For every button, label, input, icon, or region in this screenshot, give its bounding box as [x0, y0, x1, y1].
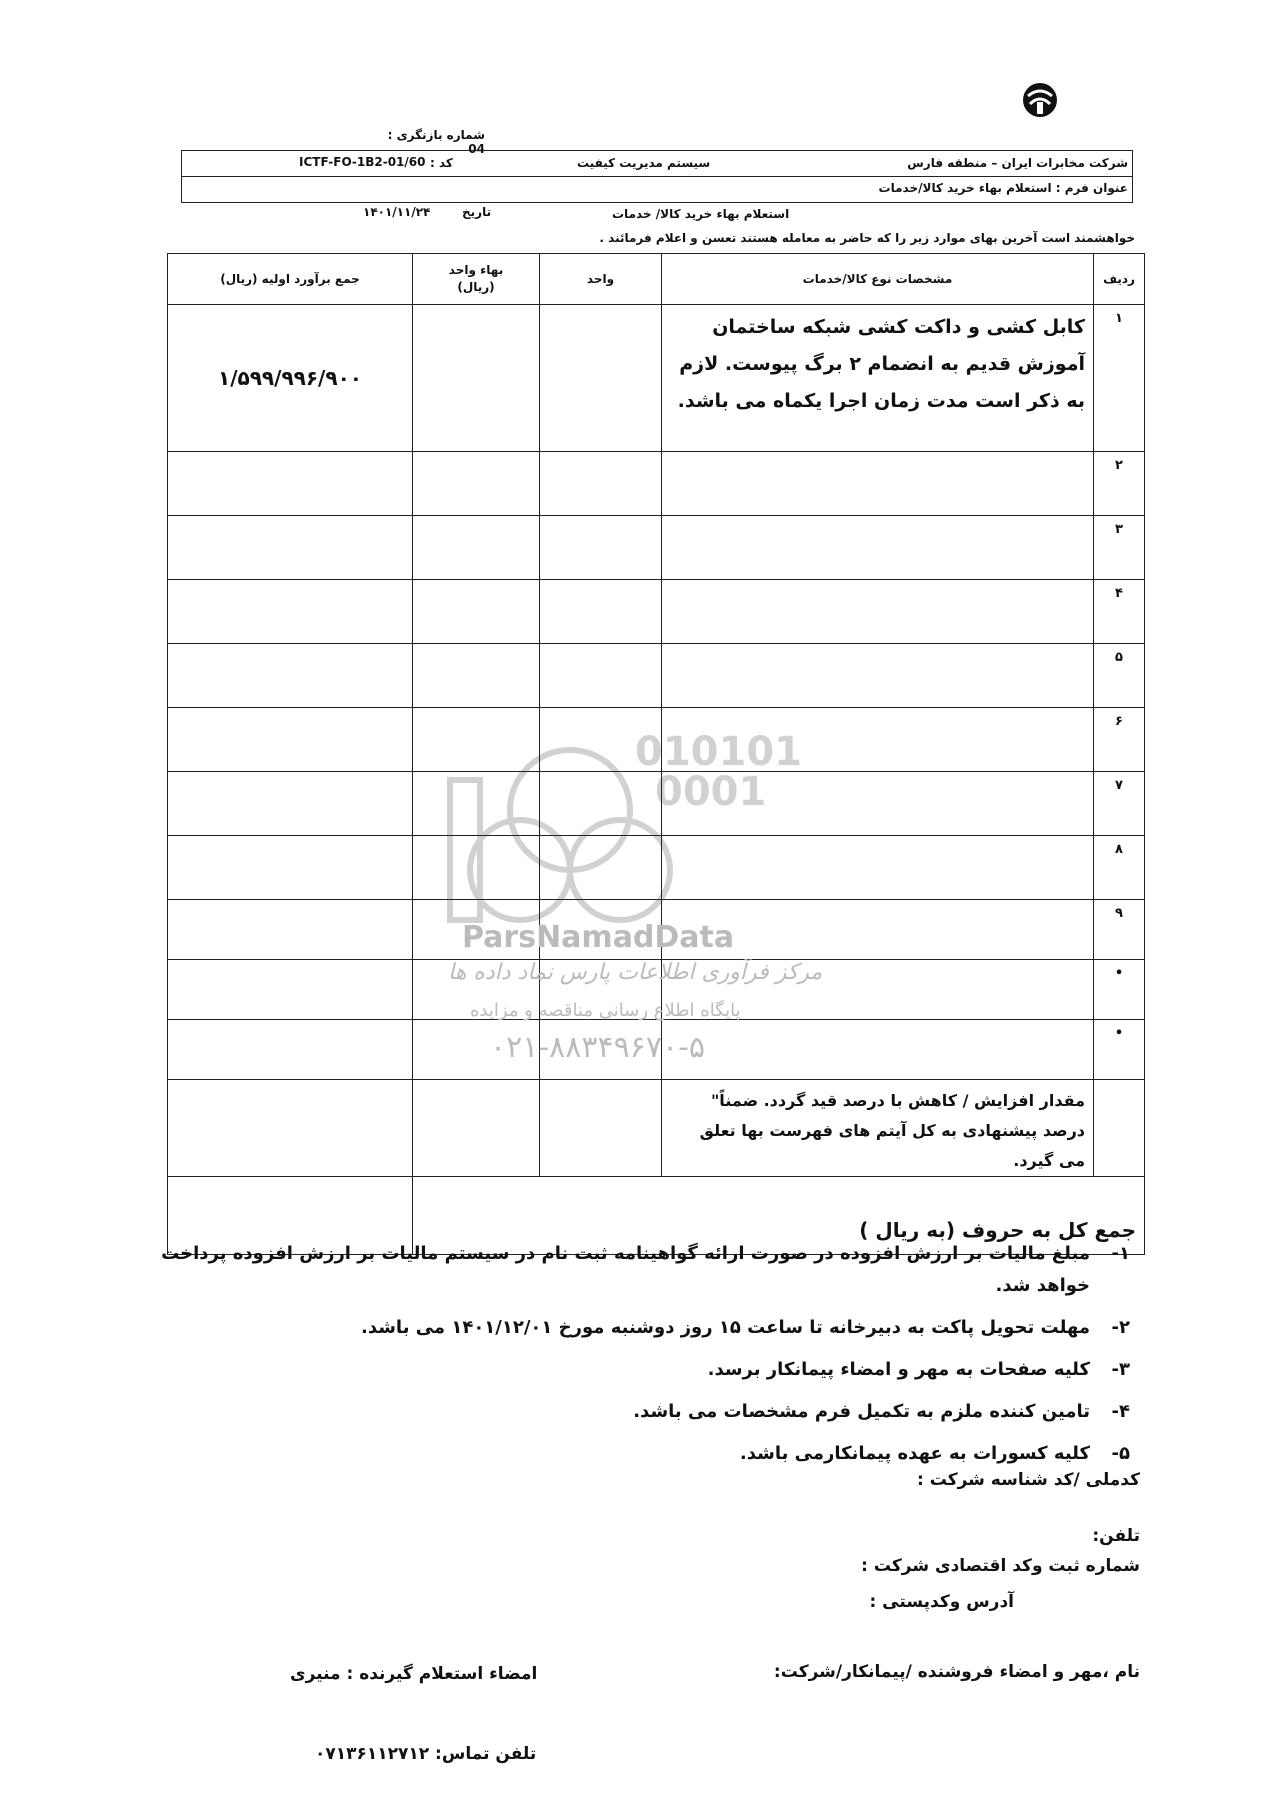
row-number: ۵	[1094, 644, 1145, 708]
row-number: ۱	[1094, 305, 1145, 452]
row-number: •	[1094, 1020, 1145, 1080]
date-label: تاریخ	[462, 205, 492, 219]
row-unit-price	[413, 516, 540, 580]
note-item	[150, 1238, 1130, 1302]
note-number: ۳-	[1111, 1359, 1130, 1380]
row-total	[168, 900, 413, 960]
svg-text:010101: 010101	[635, 729, 802, 775]
row-unit	[540, 516, 662, 580]
note-item	[150, 1354, 1130, 1386]
table-row	[168, 516, 1145, 580]
svg-text:0001: 0001	[655, 769, 767, 815]
table-row	[168, 305, 1145, 452]
row-number: •	[1094, 960, 1145, 1020]
row-total	[168, 516, 413, 580]
address-field: آدرس وکدپستی :	[869, 1592, 1014, 1612]
company-logo	[1020, 80, 1060, 120]
company-name: شرکت مخابرات ایران – منطقه فارس	[907, 156, 1128, 170]
col-unitprice-header: بهاء واحد (ریال)	[413, 254, 540, 305]
note-text: کلیه کسورات به عهده پیمانکارمی باشد.	[739, 1443, 1090, 1464]
form-code: ICTF-FO-1B2-01/60	[299, 155, 426, 169]
table-row	[168, 644, 1145, 708]
contact-phone: تلفن تماس: ۰۷۱۳۶۱۱۲۷۱۲	[315, 1744, 537, 1764]
note-text: تامین کننده ملزم به تکمیل فرم مشخصات می باشد.	[633, 1401, 1090, 1422]
date-value: ۱۴۰۱/۱۱/۲۴	[363, 205, 431, 219]
row-number: ۴	[1094, 580, 1145, 644]
system-name: سیستم مدیریت کیفیت	[577, 156, 711, 170]
watermark-phone: ۰۲۱-۸۸۳۴۹۶۷۰-۵	[490, 1030, 706, 1065]
row-total	[168, 1080, 413, 1177]
note-item	[150, 1396, 1130, 1428]
row-unit-price	[413, 305, 540, 452]
row-unit-price	[413, 644, 540, 708]
col-row-header: ردیف	[1094, 254, 1145, 305]
row-total	[168, 452, 413, 516]
row-total: ۱/۵۹۹/۹۹۶/۹۰۰	[168, 305, 413, 452]
row-total	[168, 708, 413, 772]
col-total-header: جمع برآورد اولیه (ریال)	[168, 254, 413, 305]
row-total	[168, 772, 413, 836]
row-number: ۹	[1094, 900, 1145, 960]
row-unit-price	[413, 452, 540, 516]
row-unit	[540, 1080, 662, 1177]
row-unit	[540, 452, 662, 516]
row-number: ۷	[1094, 772, 1145, 836]
row-desc	[662, 516, 1094, 580]
row-number: ۲	[1094, 452, 1145, 516]
watermark-line2: پایگاه اطلاع رسانی مناقصه و مزایده	[470, 1000, 741, 1021]
note-number: ۱-	[1111, 1243, 1130, 1264]
note-number: ۵-	[1111, 1443, 1130, 1464]
row-number: ۶	[1094, 708, 1145, 772]
row-number	[1094, 1080, 1145, 1177]
receiver-signature: امضاء استعلام گیرنده : منیری	[290, 1664, 538, 1684]
form-title: عنوان فرم : استعلام بهاء خرید کالا/خدمات	[878, 181, 1128, 195]
code-label: کد :	[430, 156, 453, 170]
note-item	[150, 1312, 1130, 1344]
row-total	[168, 1020, 413, 1080]
sum-in-words-label: جمع کل به حروف (به ریال )	[413, 1177, 1145, 1255]
notes-list	[150, 1238, 1130, 1480]
instruction-text: خواهشمند است آخرین بهای موارد زیر را که حاضر به معامله هستند تعسن و اعلام فرمائند .	[599, 231, 1135, 245]
national-id-field: کدملی /کد شناسه شرکت :	[916, 1470, 1140, 1490]
row-desc	[662, 644, 1094, 708]
row-number: ۸	[1094, 836, 1145, 900]
note-text: مبلغ مالیات بر ارزش افزوده در صورت ارائه گواهینامه ثبت نام در سیستم مالیات بر ارزش افزوده پرداخت خواهد شد.	[161, 1243, 1090, 1296]
row-unit-price	[413, 1080, 540, 1177]
watermark-line1: مرکز فرآوری اطلاعات پارس نماد داده ها	[448, 960, 823, 985]
row-total	[168, 644, 413, 708]
row-unit	[540, 305, 662, 452]
col-desc-header: مشخصات نوع کالا/خدمات	[662, 254, 1094, 305]
table-header-row	[168, 254, 1145, 305]
row-desc	[662, 580, 1094, 644]
row-unit-price	[413, 580, 540, 644]
row-number: ۳	[1094, 516, 1145, 580]
note-item	[150, 1438, 1130, 1470]
inquiry-title: استعلام بهاء خرید کالا/ خدمات	[612, 207, 790, 221]
watermark-brand: ParsNamadData	[462, 920, 735, 955]
table-row	[168, 452, 1145, 516]
adjustment-note: مقدار افزایش / کاهش با درصد قید گردد. ضمناً" درصد پیشنهادی به کل آیتم های فهرست بها تعلق می گیرد.	[662, 1080, 1094, 1177]
row-total	[168, 836, 413, 900]
row-total	[168, 960, 413, 1020]
registration-eco-field: شماره ثبت وکد اقتصادی شرکت :	[861, 1556, 1140, 1576]
note-number: ۲-	[1111, 1317, 1130, 1338]
row-unit	[540, 644, 662, 708]
row-desc: کابل کشی و داکت کشی شبکه ساختمان آموزش قدیم به انضمام ۲ برگ پیوست. لازم به ذکر است مدت زمان اجرا یکماه می باشد.	[662, 305, 1094, 452]
table-row	[168, 580, 1145, 644]
row-total	[168, 580, 413, 644]
note-number: ۴-	[1111, 1401, 1130, 1422]
adjustment-row	[168, 1080, 1145, 1177]
col-unit-header: واحد	[540, 254, 662, 305]
phone-field: تلفن:	[1092, 1526, 1140, 1546]
form-header	[181, 150, 1133, 203]
row-desc	[662, 452, 1094, 516]
revision-number: شماره بازنگری : 04	[387, 128, 485, 156]
row-unit	[540, 580, 662, 644]
note-text: کلیه صفحات به مهر و امضاء پیمانکار برسد.	[707, 1359, 1090, 1380]
seller-signature: نام ،مهر و امضاء فروشنده /پیمانکار/شرکت:	[773, 1662, 1140, 1682]
note-text: مهلت تحویل پاکت به دبیرخانه تا ساعت ۱۵ روز دوشنبه مورخ ۱۴۰۱/۱۲/۰۱ می باشد.	[361, 1317, 1090, 1338]
